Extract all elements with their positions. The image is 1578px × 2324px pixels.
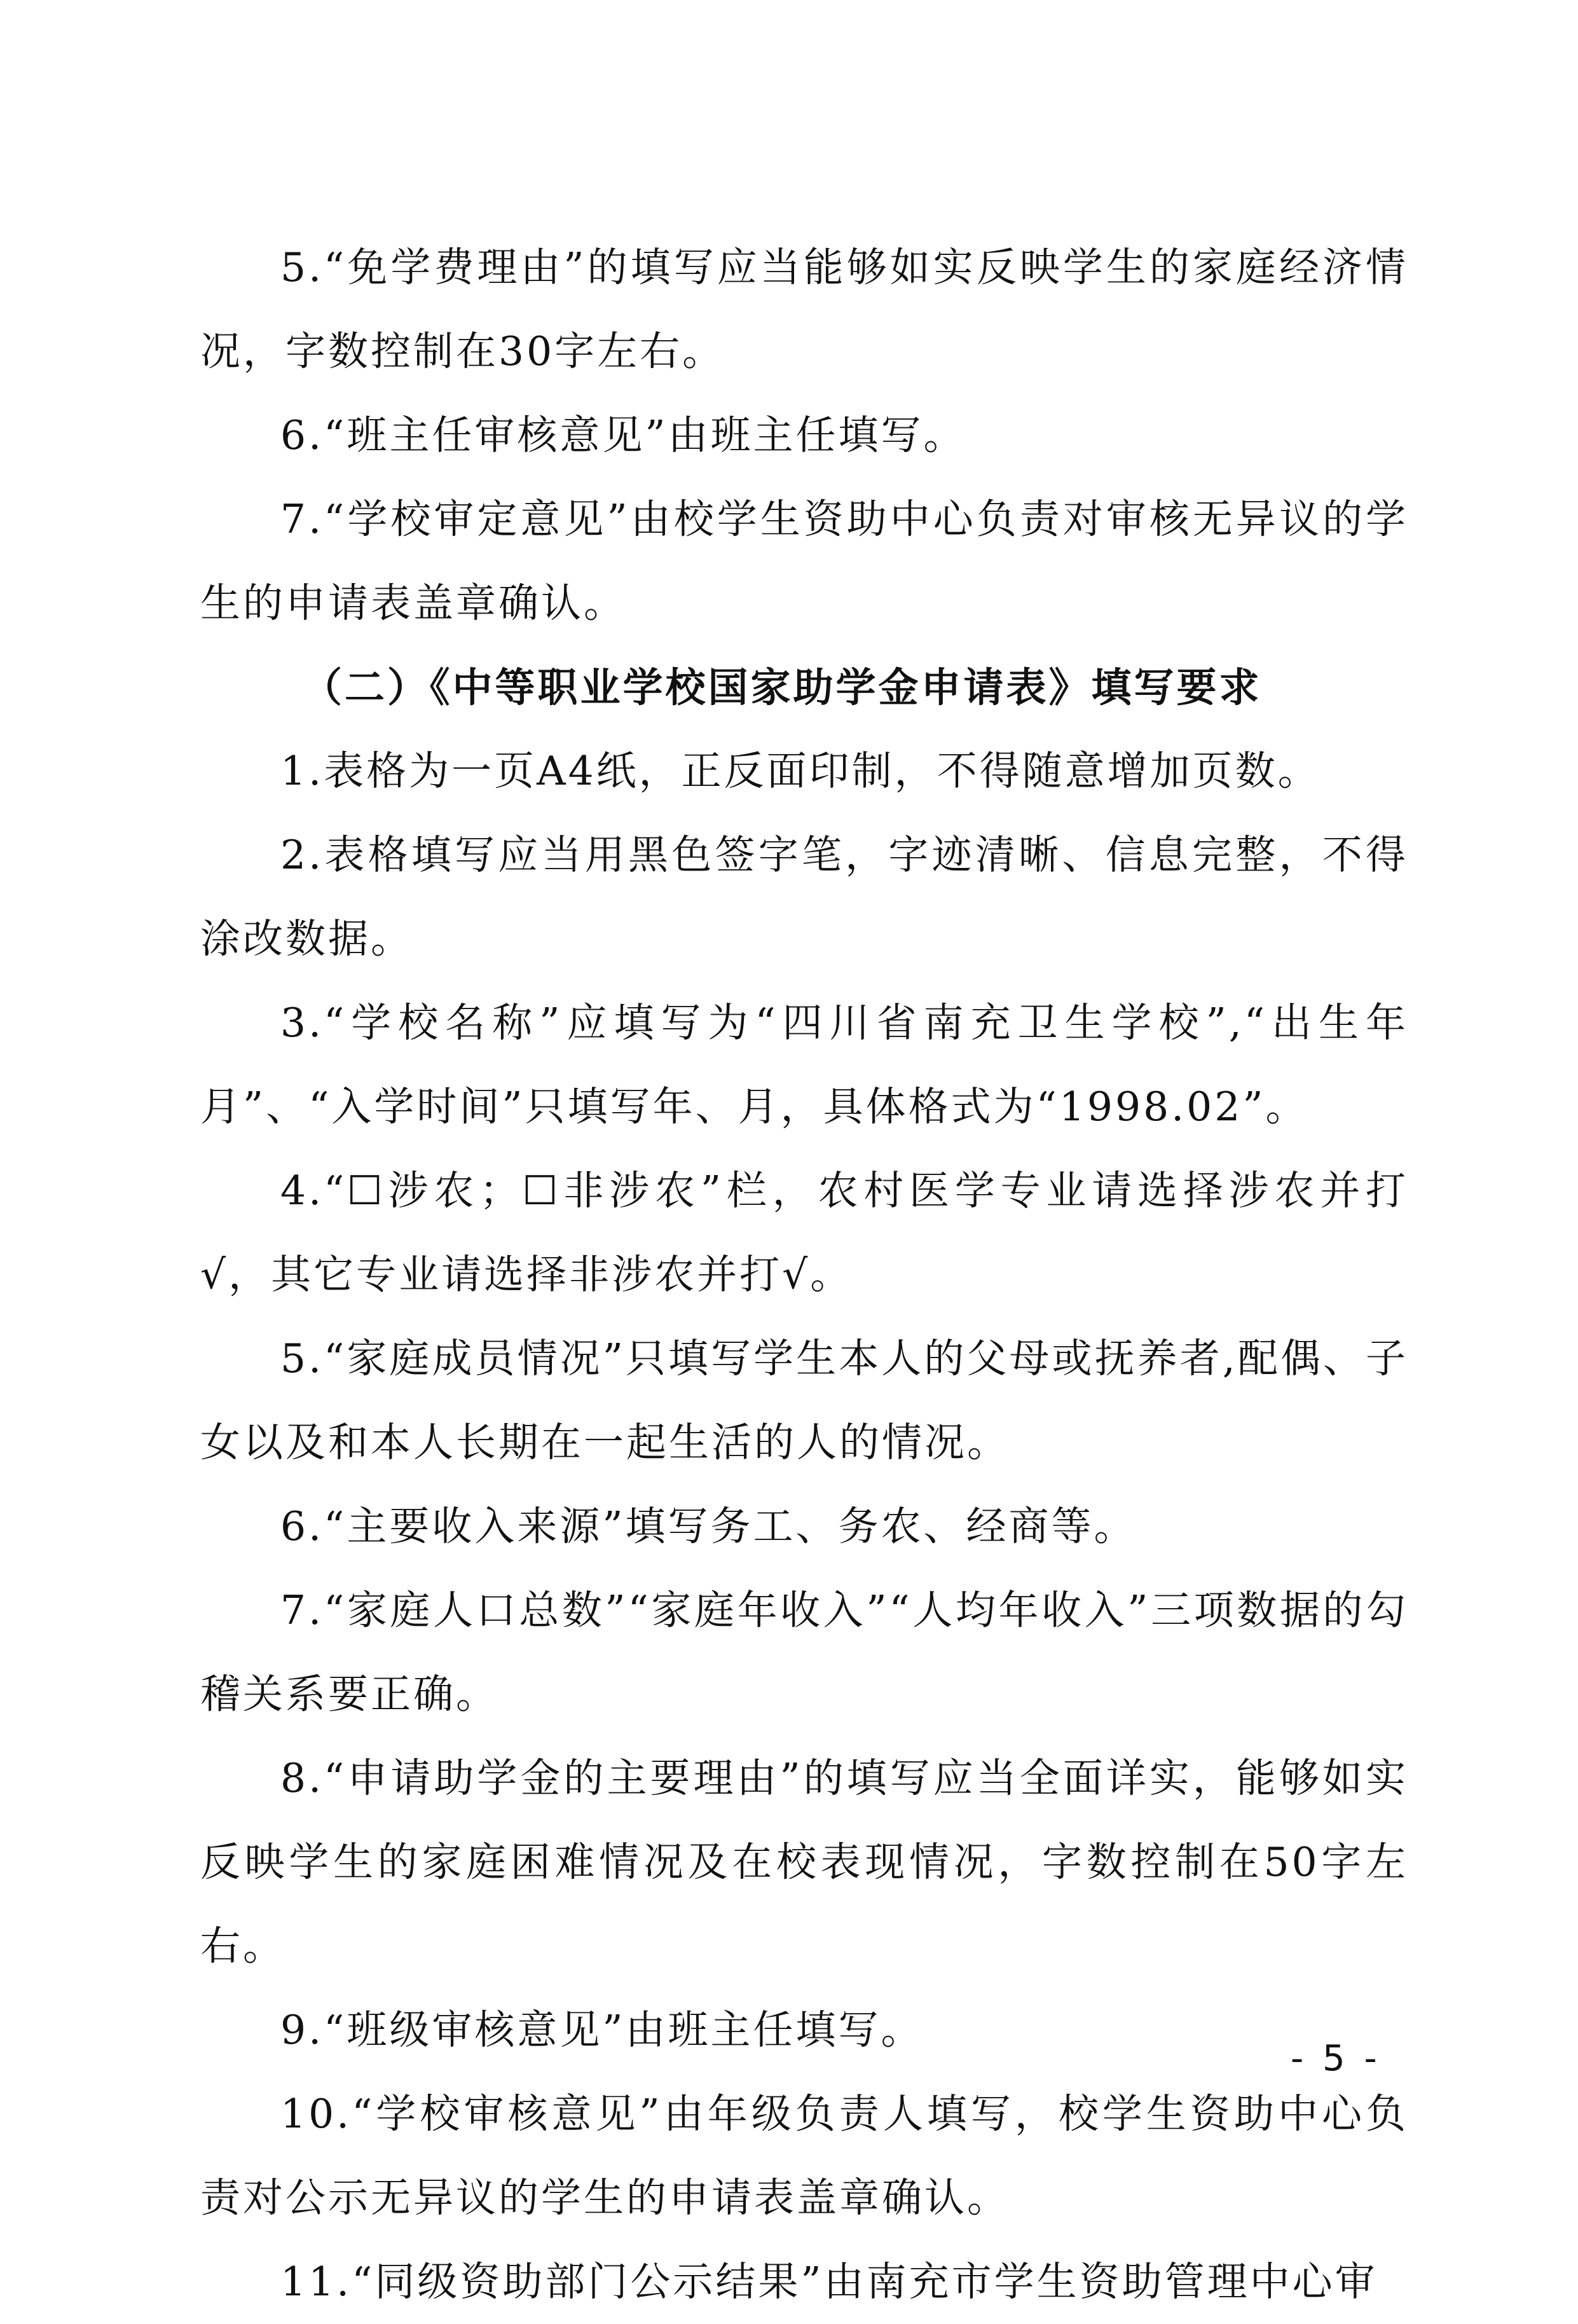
paragraph-headteacher-opinion: 6.“班主任审核意见”由班主任填写。 [280, 412, 966, 458]
list-item: 9.“班级审核意见”由班主任填写。 [280, 2007, 924, 2053]
section-heading: （二）《中等职业学校国家助学金申请表》填写要求 [302, 664, 1262, 711]
list-item: 4.“☐涉农；☐非涉农”栏，农村医学专业请选择涉农并打√，其它专业请选择非涉农并打√。 [200, 1167, 1408, 1298]
list-item: 7.“家庭人口总数”“家庭年收入”“人均年收入”三项数据的勾稽关系要正确。 [200, 1587, 1408, 1717]
paragraph-tuition-reason: 5.“免学费理由”的填写应当能够如实反映学生的家庭经济情况，字数控制在30字左右。 [200, 244, 1408, 375]
list-item: 10.“学校审核意见”由年级负责人填写，校学生资助中心负责对公示无异议的学生的申请表盖章确认。 [200, 2091, 1408, 2221]
list-item: 1.表格为一页A4纸，正反面印制，不得随意增加页数。 [280, 748, 1321, 794]
list-item: 2.表格填写应当用黑色签字笔，字迹清晰、信息完整，不得涂改数据。 [200, 832, 1408, 962]
page-number: - 5 - [1291, 2038, 1381, 2079]
list-item: 11.“同级资助部门公示结果”由南充市学生资助管理中心审 [280, 2259, 1378, 2305]
list-item: 8.“申请助学金的主要理由”的填写应当全面详实，能够如实反映学生的家庭困难情况及在校表现情况，字数控制在50字左右。 [200, 1755, 1408, 1969]
list-item: 3.“学校名称”应填写为“四川省南充卫生学校”,“出生年月”、“入学时间”只填写年、月，具体格式为“1998.02”。 [200, 1000, 1408, 1130]
paragraph-school-approval: 7.“学校审定意见”由校学生资助中心负责对审核无异议的学生的申请表盖章确认。 [200, 496, 1408, 626]
list-item: 6.“主要收入来源”填写务工、务农、经商等。 [280, 1503, 1137, 1550]
list-item: 5.“家庭成员情况”只填写学生本人的父母或抚养者,配偶、子女以及和本人长期在一起生活的人的情况。 [200, 1335, 1408, 1466]
document-body [200, 226, 1408, 2324]
